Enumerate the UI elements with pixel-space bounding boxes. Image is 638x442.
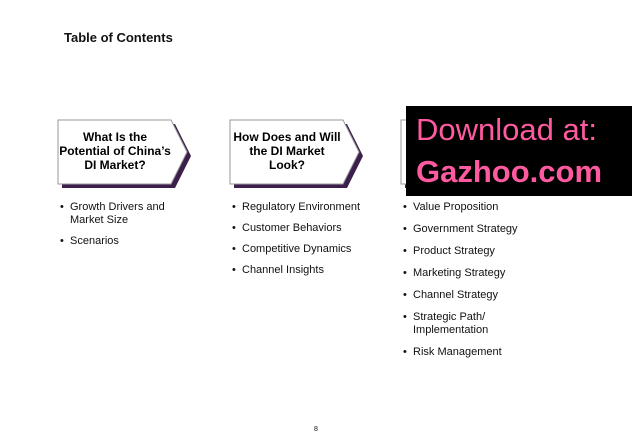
section-chevron-2: [229, 118, 367, 188]
section-chevron-1: [57, 118, 195, 188]
download-watermark-banner[interactable]: [406, 106, 632, 196]
list-item: • Government Strategy: [403, 223, 553, 236]
list-item: • Strategic Path/ Implementation: [403, 311, 553, 337]
list-item: • Regulatory Environment: [232, 201, 372, 214]
list-item: • Channel Insights: [232, 264, 372, 277]
page-number: 8: [314, 426, 318, 433]
page-title: Table of Contents: [64, 30, 173, 45]
list-item: • Product Strategy: [403, 245, 553, 258]
section-2-bullets: [232, 201, 372, 285]
watermark-line-2: Gazhoo.com: [416, 154, 603, 189]
section-heading-2: How Does and Will the DI Market Look?: [233, 130, 341, 172]
list-item: • Value Proposition: [403, 201, 553, 214]
list-item: • Growth Drivers and Market Size: [60, 201, 190, 227]
section-3-bullets: [403, 201, 553, 368]
watermark-line-1: Download at:: [416, 112, 597, 147]
list-item: • Customer Behaviors: [232, 222, 372, 235]
list-item: • Marketing Strategy: [403, 267, 553, 280]
list-item: • Competitive Dynamics: [232, 243, 372, 256]
list-item: • Risk Management: [403, 346, 553, 359]
section-heading-1: What Is the Potential of China’s DI Market?: [59, 130, 171, 172]
section-1-bullets: [60, 201, 190, 256]
list-item: • Scenarios: [60, 235, 190, 248]
list-item: • Channel Strategy: [403, 289, 553, 302]
